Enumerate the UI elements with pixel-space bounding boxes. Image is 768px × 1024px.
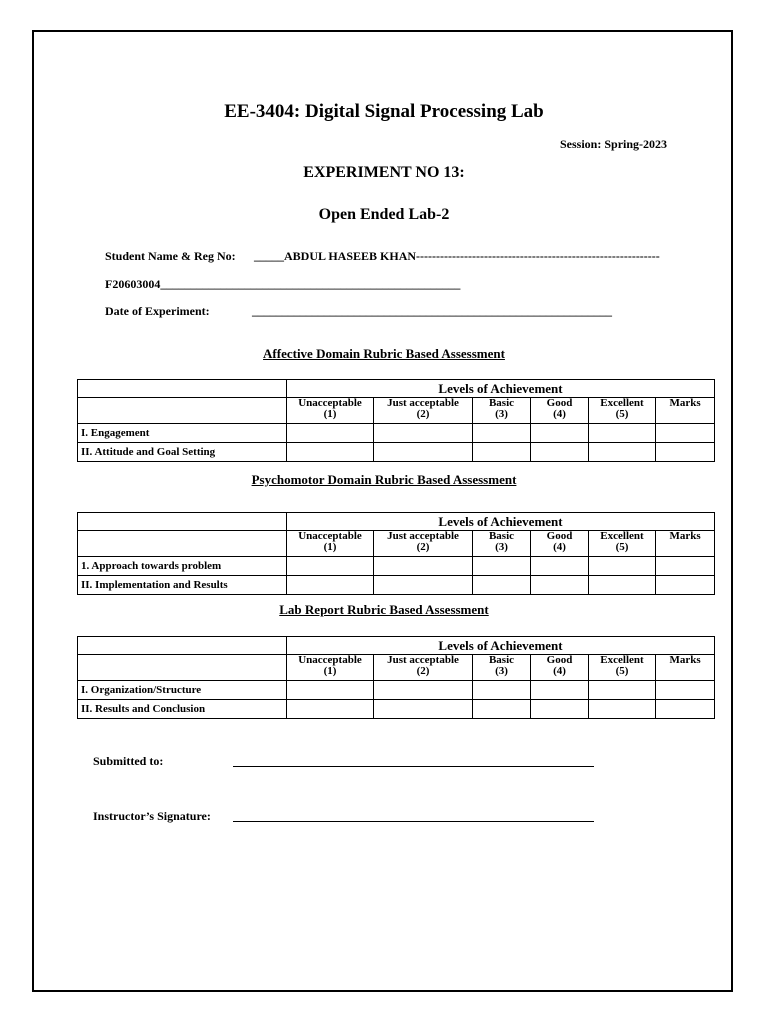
- criteria-header-cell: [78, 655, 287, 681]
- table-row: [78, 443, 715, 462]
- score-cell[interactable]: [473, 424, 531, 443]
- score-cell[interactable]: [531, 681, 589, 700]
- levels-header: Levels of Achievement: [287, 513, 715, 531]
- student-name-label: Student Name & Reg No:: [105, 249, 236, 263]
- col-basic: Basic (3): [473, 655, 531, 681]
- score-cell[interactable]: [531, 424, 589, 443]
- score-cell[interactable]: [589, 681, 656, 700]
- table-corner-cell: [78, 513, 287, 531]
- affective-table: [77, 379, 715, 462]
- date-value: ____________________________________________________________: [252, 304, 612, 318]
- col-just-acceptable: Just acceptable (2): [374, 531, 473, 557]
- col-good: Good (4): [531, 531, 589, 557]
- criterion-implementation: II. Implementation and Results: [78, 576, 287, 595]
- col-just-acceptable: Just acceptable (2): [374, 655, 473, 681]
- marks-cell[interactable]: [656, 576, 715, 595]
- score-cell[interactable]: [531, 443, 589, 462]
- marks-cell[interactable]: [656, 700, 715, 719]
- date-label: Date of Experiment:: [105, 304, 210, 318]
- criterion-results: II. Results and Conclusion: [78, 700, 287, 719]
- psychomotor-table: [77, 512, 715, 595]
- table-row: [78, 681, 715, 700]
- col-excellent: Excellent (5): [589, 398, 656, 424]
- table-row: [78, 700, 715, 719]
- marks-cell[interactable]: [656, 424, 715, 443]
- score-cell[interactable]: [531, 700, 589, 719]
- col-excellent: Excellent (5): [589, 655, 656, 681]
- score-cell[interactable]: [374, 443, 473, 462]
- session-label: Session: Spring-2023: [560, 137, 668, 151]
- levels-header: Levels of Achievement: [287, 380, 715, 398]
- student-name-value: _____ABDUL HASEEB KHAN-------------------------------------------------------------: [254, 249, 660, 263]
- score-cell[interactable]: [473, 700, 531, 719]
- labreport-heading: Lab Report Rubric Based Assessment: [279, 602, 489, 617]
- col-marks: Marks: [656, 531, 715, 557]
- score-cell[interactable]: [374, 681, 473, 700]
- score-cell[interactable]: [589, 443, 656, 462]
- marks-cell[interactable]: [656, 681, 715, 700]
- score-cell[interactable]: [589, 424, 656, 443]
- score-cell[interactable]: [374, 557, 473, 576]
- table-row: [78, 557, 715, 576]
- criterion-approach: 1. Approach towards problem: [78, 557, 287, 576]
- criteria-header-cell: [78, 531, 287, 557]
- col-unacceptable: Unacceptable (1): [287, 655, 374, 681]
- col-unacceptable: Unacceptable (1): [287, 531, 374, 557]
- criteria-header-cell: [78, 398, 287, 424]
- table-corner-cell: [78, 380, 287, 398]
- score-cell[interactable]: [531, 557, 589, 576]
- col-excellent: Excellent (5): [589, 531, 656, 557]
- score-cell[interactable]: [287, 681, 374, 700]
- experiment-number: EXPERIMENT NO 13:: [303, 164, 465, 181]
- labreport-table: [77, 636, 715, 719]
- submitted-to-label: Submitted to:: [93, 754, 164, 768]
- score-cell[interactable]: [473, 557, 531, 576]
- table-row: [78, 424, 715, 443]
- col-good: Good (4): [531, 655, 589, 681]
- reg-number-value: F20603004__________________________________________________: [105, 277, 461, 291]
- submitted-to-line[interactable]: [233, 766, 594, 767]
- marks-cell[interactable]: [656, 557, 715, 576]
- col-marks: Marks: [656, 398, 715, 424]
- marks-cell[interactable]: [656, 443, 715, 462]
- col-marks: Marks: [656, 655, 715, 681]
- score-cell[interactable]: [531, 576, 589, 595]
- score-cell[interactable]: [589, 700, 656, 719]
- col-good: Good (4): [531, 398, 589, 424]
- instructor-signature-line[interactable]: [233, 821, 594, 822]
- table-row: [78, 576, 715, 595]
- score-cell[interactable]: [287, 424, 374, 443]
- lab-title: Open Ended Lab-2: [318, 206, 450, 223]
- col-basic: Basic (3): [473, 398, 531, 424]
- score-cell[interactable]: [473, 681, 531, 700]
- score-cell[interactable]: [589, 576, 656, 595]
- score-cell[interactable]: [287, 576, 374, 595]
- criterion-engagement: I. Engagement: [78, 424, 287, 443]
- score-cell[interactable]: [374, 576, 473, 595]
- score-cell[interactable]: [374, 424, 473, 443]
- score-cell[interactable]: [287, 700, 374, 719]
- score-cell[interactable]: [287, 443, 374, 462]
- score-cell[interactable]: [473, 443, 531, 462]
- score-cell[interactable]: [473, 576, 531, 595]
- table-corner-cell: [78, 637, 287, 655]
- score-cell[interactable]: [589, 557, 656, 576]
- score-cell[interactable]: [374, 700, 473, 719]
- levels-header: Levels of Achievement: [287, 637, 715, 655]
- criterion-attitude: II. Attitude and Goal Setting: [78, 443, 287, 462]
- col-unacceptable: Unacceptable (1): [287, 398, 374, 424]
- psychomotor-heading: Psychomotor Domain Rubric Based Assessment: [251, 472, 517, 487]
- score-cell[interactable]: [287, 557, 374, 576]
- document-title: EE-3404: Digital Signal Processing Lab: [224, 101, 544, 122]
- instructor-signature-label: Instructor’s Signature:: [93, 809, 211, 823]
- criterion-organization: I. Organization/Structure: [78, 681, 287, 700]
- affective-heading: Affective Domain Rubric Based Assessment: [263, 346, 505, 361]
- col-just-acceptable: Just acceptable (2): [374, 398, 473, 424]
- col-basic: Basic (3): [473, 531, 531, 557]
